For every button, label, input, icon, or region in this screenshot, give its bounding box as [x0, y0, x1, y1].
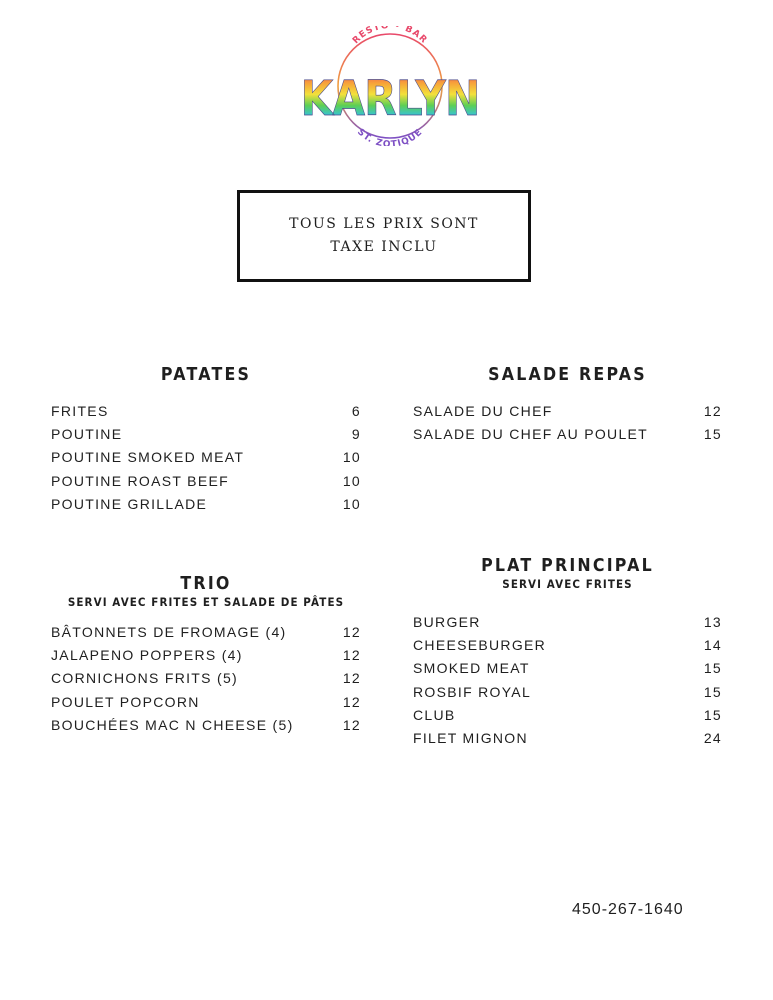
menu-item — [51, 423, 361, 446]
item-name: POUTINE GRILLADE — [51, 495, 208, 512]
section-subtitle: SERVI AVEC FRITES ET SALADE DE PÂTES — [67, 595, 345, 609]
logo-bottom-text: ST. ZOTIQUE — [355, 127, 425, 146]
item-name: POUTINE — [51, 426, 123, 443]
menu-item — [51, 621, 361, 644]
restaurant-logo — [290, 26, 490, 146]
tax-notice-box — [237, 190, 531, 282]
item-price: 10 — [342, 495, 361, 512]
item-name: CLUB — [413, 706, 456, 723]
item-price: 6 — [351, 403, 361, 419]
section-plat-principal — [413, 555, 722, 750]
menu-item — [51, 691, 361, 714]
menu-item — [413, 634, 722, 657]
item-price: 9 — [351, 426, 361, 443]
item-name: FILET MIGNON — [413, 729, 528, 746]
logo-wordmark: KARLYN — [300, 70, 480, 127]
item-name: CORNICHONS FRITS (5) — [51, 670, 238, 687]
section-salade-repas — [413, 364, 722, 446]
tax-notice-line-2: TAXE INCLU — [330, 239, 438, 255]
section-patates — [51, 364, 361, 516]
section-title: SALADE REPAS — [488, 364, 647, 385]
item-name: ROSBIF ROYAL — [413, 683, 532, 700]
menu-list — [413, 400, 722, 446]
menu-list — [413, 611, 722, 750]
menu-list — [51, 621, 361, 737]
item-price: 12 — [342, 670, 361, 687]
menu-item — [51, 493, 361, 516]
item-name: BURGER — [413, 614, 481, 630]
item-price: 12 — [703, 403, 722, 419]
logo-top-text: RESTO • BAR — [350, 26, 430, 47]
menu-item — [413, 657, 722, 680]
menu-item — [51, 644, 361, 667]
section-title: TRIO — [180, 573, 232, 594]
item-price: 14 — [703, 637, 722, 654]
item-price: 10 — [342, 472, 361, 489]
menu-item — [413, 423, 722, 446]
item-name: SALADE DU CHEF — [413, 403, 553, 419]
item-price: 15 — [703, 706, 722, 723]
item-name: BÂTONNETS DE FROMAGE (4) — [51, 624, 287, 640]
tax-notice-line-1: TOUS LES PRIX SONT — [289, 216, 479, 232]
section-trio — [51, 573, 361, 737]
item-name: FRITES — [51, 403, 109, 419]
menu-list — [51, 400, 361, 516]
item-name: JALAPENO POPPERS (4) — [51, 647, 243, 664]
section-title: PLAT PRINCIPAL — [481, 555, 654, 576]
section-subtitle: SERVI AVEC FRITES — [502, 577, 633, 591]
menu-item — [51, 714, 361, 737]
item-price: 10 — [342, 449, 361, 466]
menu-item — [413, 704, 722, 727]
menu-item — [413, 681, 722, 704]
item-price: 15 — [703, 426, 722, 443]
menu-item — [51, 446, 361, 469]
section-title: PATATES — [160, 364, 252, 385]
item-price: 24 — [703, 729, 722, 746]
item-name: POULET POPCORN — [51, 693, 200, 710]
item-price: 15 — [703, 660, 722, 677]
item-price: 12 — [342, 693, 361, 710]
item-name: BOUCHÉES MAC N CHEESE (5) — [51, 716, 294, 733]
item-price: 12 — [342, 624, 361, 640]
menu-item — [413, 400, 722, 423]
item-price: 12 — [342, 647, 361, 664]
menu-item — [51, 667, 361, 690]
item-name: CHEESEBURGER — [413, 637, 547, 654]
item-price: 13 — [703, 614, 722, 630]
item-name: POUTINE SMOKED MEAT — [51, 449, 245, 466]
logo-graphic — [290, 26, 490, 146]
menu-item — [51, 470, 361, 493]
menu-item — [51, 400, 361, 423]
item-name: SMOKED MEAT — [413, 660, 530, 677]
phone-number: 450-267-1640 — [572, 901, 684, 918]
item-name: POUTINE ROAST BEEF — [51, 472, 229, 489]
menu-item — [413, 727, 722, 750]
menu-item — [413, 611, 722, 634]
item-price: 15 — [703, 683, 722, 700]
item-name: SALADE DU CHEF AU POULET — [413, 426, 649, 443]
item-price: 12 — [342, 716, 361, 733]
